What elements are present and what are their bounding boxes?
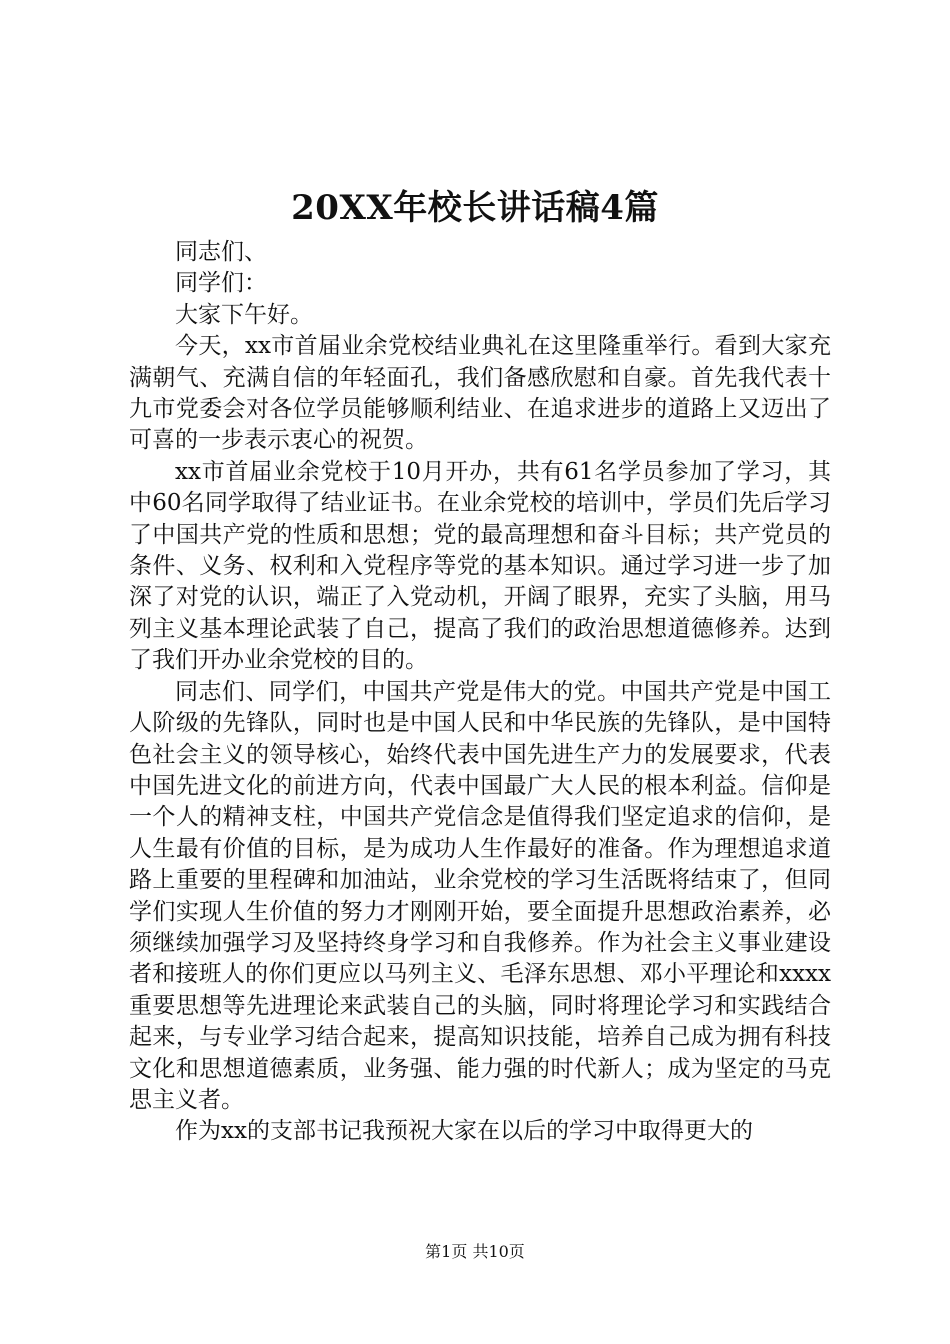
greeting-paragraph: 大家下午好。 (175, 301, 313, 328)
document-body (129, 237, 831, 1148)
document-title: 20XX年校长讲话稿4篇 (291, 188, 659, 228)
greeting-paragraph: 同志们、 (175, 239, 267, 265)
greeting-paragraph: 同学们： (175, 270, 267, 297)
body-paragraph: xx市首届业余党校于10月开办，共有61名学员参加了学习，其中60名同学取得了结业证书。在业余党校的培训中，学员们先后学习了中国共产党的性质和思想；党的最高理想和奋斗目标；共产党员的条件、义务、权利和入党程序等党的基本知识。通过学习进一步了加深了对党的认识，端正了入党动机，开阔了眼界，充实了头脑，用马列主义基本理论武装了自己，提高了我们的政治思想道德修养。达到了我们开办业余党校的目的。 (129, 458, 831, 674)
page-footer: 第1页 共10页 (425, 1242, 525, 1261)
body-paragraph: 同志们、同学们，中国共产党是伟大的党。中国共产党是中国工人阶级的先锋队，同时也是中国人民和中华民族的先锋队，是中国特色社会主义的领导核心，始终代表中国先进生产力的发展要求，代表中国先进文化的前进方向，代表中国最广大人民的根本利益。信仰是一个人的精神支柱，中国共产党信念是值得我们坚定追求的信仰，是人生最有价值的目标，是为成功人生作最好的准备。作为理想追求道路上重要的里程碑和加油站，业余党校的学习生活既将结束了，但同学们实现人生价值的努力才刚刚开始，要全面提升思想政治素养，必须继续加强学习及坚持终身学习和自我修养。作为社会主义事业建设者和接班人的你们更应以马列主义、毛泽东思想、邓小平理论和xxxx重要思想等先进理论来武装自己的头脑，同时将理论学习和实践结合起来，与专业学习结合起来，提高知识技能，培养自己成为拥有科技文化和思想道德素质，业务强、能力强的时代新人；成为坚定的马克思主义者。 (129, 678, 831, 1113)
body-paragraph: 今天，xx市首届业余党校结业典礼在这里隆重举行。看到大家充满朝气、充满自信的年轻面孔，我们备感欣慰和自豪。首先我代表十九市党委会对各位学员能够顺利结业、在追求进步的道路上又迈出了可喜的一步表示衷心的祝贺。 (129, 333, 831, 454)
body-paragraph: 作为xx的支部书记我预祝大家在以后的学习中取得更大的 (175, 1118, 753, 1145)
